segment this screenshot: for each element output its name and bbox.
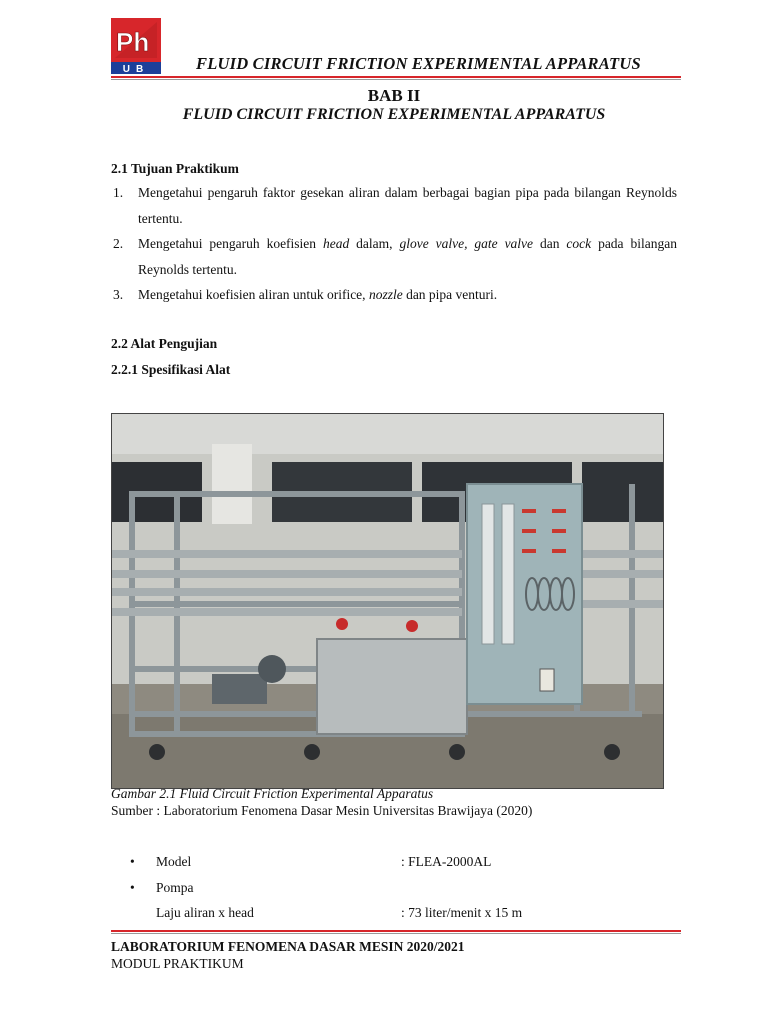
figure-caption: Gambar 2.1 Fluid Circuit Friction Experimental Apparatus xyxy=(111,786,434,801)
term-head: head xyxy=(322,236,350,251)
list-text: dalam, xyxy=(349,236,400,251)
spec-row-flow xyxy=(130,905,670,923)
list-text: Mengetahui pengaruh koefisien xyxy=(138,236,323,251)
chapter-number: BAB II xyxy=(367,86,421,105)
lab-logo xyxy=(111,18,161,74)
footer-rule-thin xyxy=(111,933,681,934)
list-text: dan pipa venturi. xyxy=(402,287,498,302)
term-cock: cock xyxy=(566,236,592,251)
header-rule-thin xyxy=(111,79,681,80)
objectives-list xyxy=(111,180,677,308)
list-number: 1. xyxy=(113,185,124,200)
list-item xyxy=(111,282,677,308)
term-nozzle: nozzle xyxy=(368,287,403,302)
spec-label: Pompa xyxy=(156,880,194,895)
footer-lab-name: LABORATORIUM FENOMENA DASAR MESIN 2020/2021 xyxy=(111,939,465,954)
bullet: • xyxy=(130,880,135,895)
spec-value: : FLEA-2000AL xyxy=(401,854,492,869)
list-number: 2. xyxy=(113,236,124,251)
list-text: Mengetahui koefisien aliran untuk orifice, xyxy=(138,287,369,302)
spec-label: Laju aliran x head xyxy=(156,905,254,920)
term-valves: glove valve, gate valve xyxy=(399,236,534,251)
bullet: • xyxy=(130,854,135,869)
section-heading-2-2-1: 2.2.1 Spesifikasi Alat xyxy=(111,362,231,377)
list-item xyxy=(111,180,677,231)
header-rule xyxy=(111,76,681,78)
list-text: dan xyxy=(533,236,567,251)
apparatus-photo xyxy=(111,413,664,789)
list-item xyxy=(111,231,677,282)
list-number: 3. xyxy=(113,287,124,302)
section-heading-2-1: 2.1 Tujuan Praktikum xyxy=(111,161,239,176)
list-text: pada bilangan Reynolds tertentu. xyxy=(138,236,677,277)
logo-text: Ph xyxy=(116,27,150,57)
logo-subtext: UB xyxy=(122,64,150,74)
apparatus-illustration xyxy=(112,414,663,788)
figure-source: Sumber : Laboratorium Fenomena Dasar Mesin Universitas Brawijaya (2020) xyxy=(111,803,533,818)
header-title: FLUID CIRCUIT FRICTION EXPERIMENTAL APPARATUS xyxy=(196,54,641,73)
section-heading-2-2: 2.2 Alat Pengujian xyxy=(111,336,218,351)
list-text: Mengetahui pengaruh faktor gesekan aliran dalam berbagai bagian pipa pada bilangan Reynolds tertentu. xyxy=(138,185,677,226)
chapter-title: FLUID CIRCUIT FRICTION EXPERIMENTAL APPARATUS xyxy=(182,106,606,123)
spec-label: Model xyxy=(156,854,192,869)
spec-row-model xyxy=(130,854,670,872)
spec-row-pompa xyxy=(130,880,670,898)
spec-value: : 73 liter/menit x 15 m xyxy=(401,905,523,920)
footer-module: MODUL PRAKTIKUM xyxy=(111,956,244,971)
footer-rule xyxy=(111,930,681,932)
